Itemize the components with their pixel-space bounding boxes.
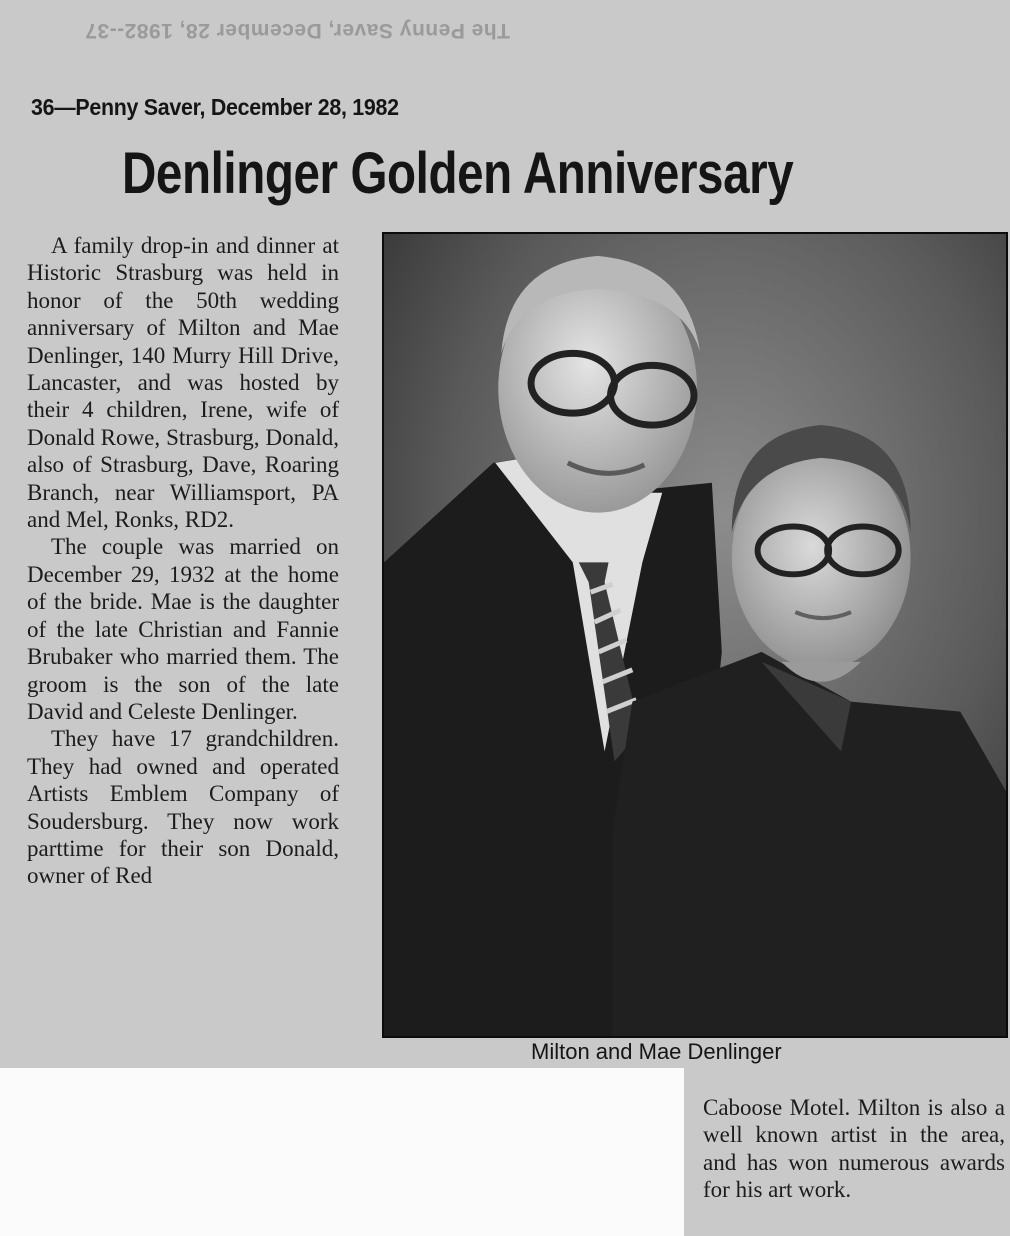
couple-photo xyxy=(382,232,1008,1038)
headline: Denlinger Golden Anniversary xyxy=(122,141,794,206)
page-folio: 36—Penny Saver, December 28, 1982 xyxy=(31,94,399,120)
couple-photo-illustration xyxy=(384,234,1006,1036)
article-paragraph: The couple was married on December 29, 1932 at the home of the bride. Mae is the daughter of the late Christian and Fannie Brubaker who married them. The groom is the son of the late David and Celeste Denlinger. xyxy=(27,534,339,724)
article-continuation: Caboose Motel. Milton is also a well known artist in the area, and has won numerous awards for his art work. xyxy=(703,1095,1005,1203)
article-paragraph: A family drop-in and dinner at Historic Strasburg was held in honor of the 50th wedding anniversary of Milton and Mae Denlinger, 140 Murry Hill Drive, Lancaster, and was hosted by their 4 children, Irene, wife of Donald Rowe, Strasburg, Donald, also of Strasburg, Dave, Roaring Branch, near Williamsport, PA and Mel, Ronks, RD2. xyxy=(27,233,339,533)
bleed-through-text: The Penny Saver, December 28, 1982--37 xyxy=(84,19,510,42)
article-column xyxy=(27,232,339,890)
article-continuation-column xyxy=(703,1094,1005,1204)
photo-caption: Milton and Mae Denlinger xyxy=(531,1039,782,1064)
article-paragraph: They have 17 grandchildren. They had owned and operated Artists Emblem Company of Soudersburg. They now work parttime for their son Donald, owner of Red xyxy=(27,726,339,889)
torn-paper-area xyxy=(0,1068,684,1236)
